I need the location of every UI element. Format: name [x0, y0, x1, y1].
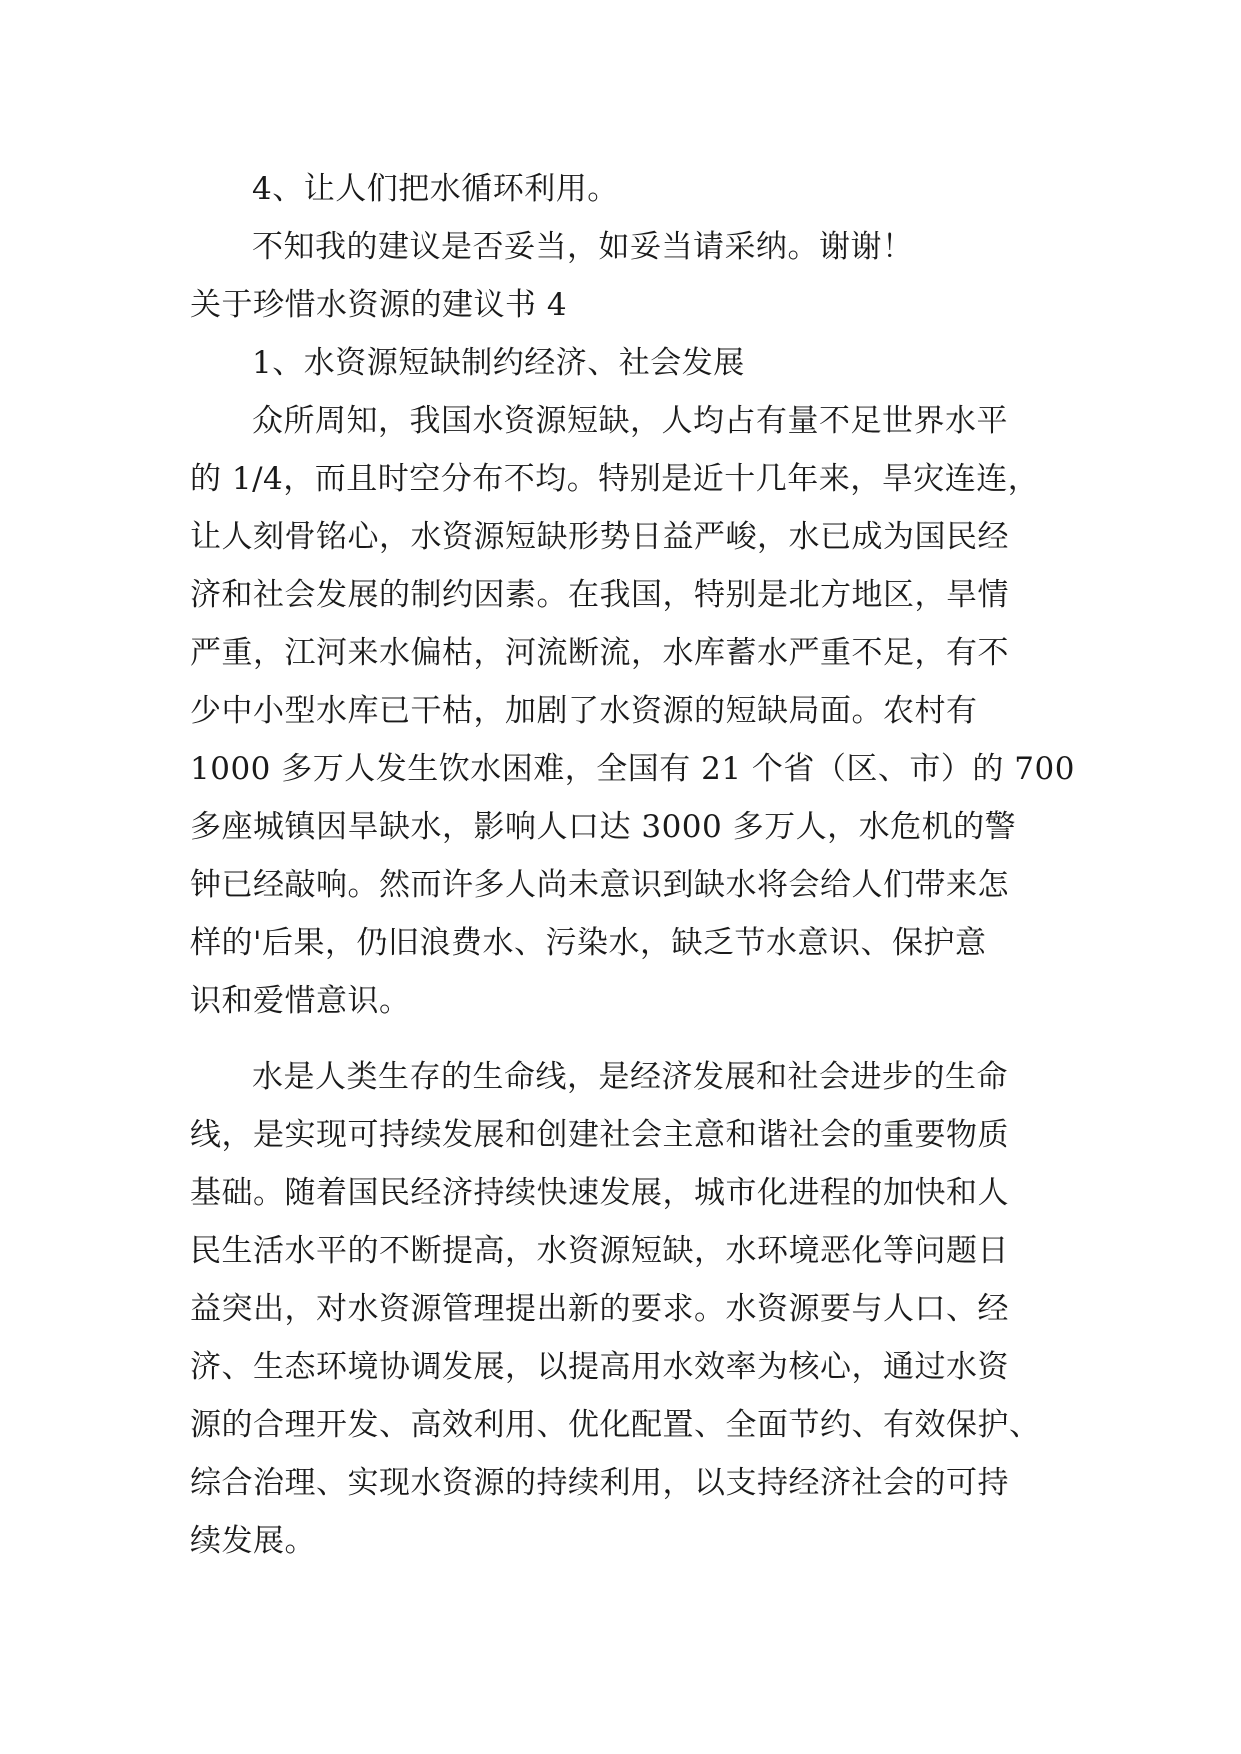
paragraph-2-line-5: 益突出，对水资源管理提出新的要求。水资源要与人口、经: [190, 1291, 1009, 1327]
section-title: 关于珍惜水资源的建议书 4: [190, 287, 568, 323]
paragraph-2-line-3: 基础。随着国民经济持续快速发展，城市化进程的加快和人: [190, 1175, 1009, 1211]
paragraph-2-line-6: 济、生态环境协调发展，以提高用水效率为核心，通过水资: [190, 1349, 1009, 1385]
paragraph-1-line-10: 样的'后果，仍旧浪费水、污染水，缺乏节水意识、保护意: [190, 925, 987, 961]
paragraph-2-line-4: 民生活水平的不断提高，水资源短缺，水环境恶化等问题日: [190, 1233, 1009, 1269]
paragraph-2-line-9: 续发展。: [190, 1523, 316, 1559]
paragraph-1-line-3: 让人刻骨铭心，水资源短缺形势日益严峻，水已成为国民经: [190, 519, 1009, 555]
document-body: [190, 160, 1075, 1570]
subheading-1: 1、水资源短缺制约经济、社会发展: [252, 345, 745, 381]
paragraph-2-line-7: 源的合理开发、高效利用、优化配置、全面节约、有效保护、: [190, 1407, 1041, 1443]
paragraph-1-line-2: 的 1/4，而且时空分布不均。特别是近十几年来，旱灾连连，: [190, 461, 1040, 497]
closing-sentence: 不知我的建议是否妥当，如妥当请采纳。谢谢！: [252, 229, 914, 265]
paragraph-1-line-1: 众所周知，我国水资源短缺，人均占有量不足世界水平: [252, 403, 1008, 439]
paragraph-1-line-9: 钟已经敲响。然而许多人尚未意识到缺水将会给人们带来怎: [190, 867, 1009, 903]
paragraph-1-line-11: 识和爱惜意识。: [190, 983, 411, 1019]
paragraph-2-line-1: 水是人类生存的生命线，是经济发展和社会进步的生命: [252, 1059, 1008, 1095]
paragraph-1-line-6: 少中小型水库已干枯，加剧了水资源的短缺局面。农村有: [190, 693, 978, 729]
paragraph-1-line-8: 多座城镇因旱缺水，影响人口达 3000 多万人，水危机的警: [190, 809, 1017, 845]
paragraph-2-line-2: 线，是实现可持续发展和创建社会主意和谐社会的重要物质: [190, 1117, 1009, 1153]
paragraph-1-line-7: 1000 多万人发生饮水困难，全国有 21 个省（区、市）的 700: [190, 751, 1075, 787]
paragraph-gap: [190, 1030, 1060, 1048]
paragraph-2-line-8: 综合治理、实现水资源的持续利用，以支持经济社会的可持: [190, 1465, 1009, 1501]
paragraph-1-line-4: 济和社会发展的制约因素。在我国，特别是北方地区，旱情: [190, 577, 1009, 613]
list-item-4: 4、让人们把水循环利用。: [252, 171, 619, 207]
paragraph-1-line-5: 严重，江河来水偏枯，河流断流，水库蓄水严重不足，有不: [190, 635, 1009, 671]
